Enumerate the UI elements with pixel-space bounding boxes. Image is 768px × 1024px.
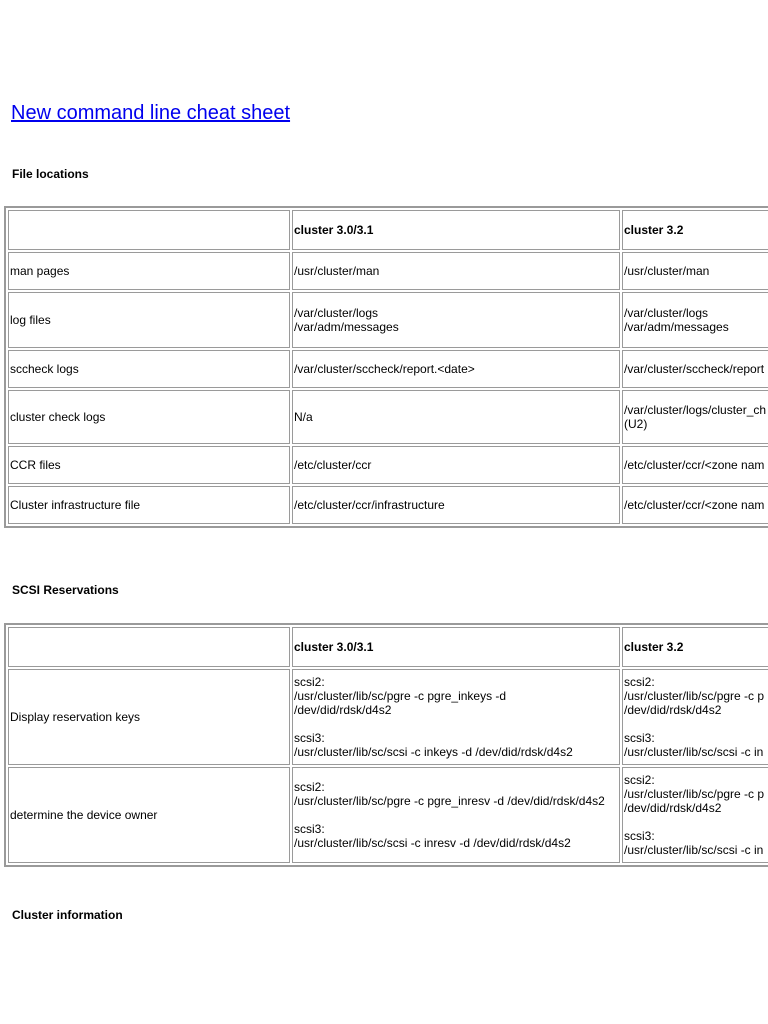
row-label: sccheck logs: [8, 350, 290, 388]
header-cell: cluster 3.0/3.1: [292, 210, 620, 250]
cell-cluster-32: /var/cluster/logs /var/adm/messages: [622, 292, 768, 348]
header-cell: [8, 627, 290, 667]
cell-cluster-32: /usr/cluster/man: [622, 252, 768, 290]
cell-cluster-31: /etc/cluster/ccr: [292, 446, 620, 484]
row-label: Cluster infrastructure file: [8, 486, 290, 524]
cell-cluster-31: /etc/cluster/ccr/infrastructure: [292, 486, 620, 524]
cell-cluster-32: /etc/cluster/ccr/<zone nam: [622, 446, 768, 484]
cell-cluster-32: scsi2: /usr/cluster/lib/sc/pgre -c p /dev/did/rdsk/d4s2 scsi3: /usr/cluster/lib/sc/scsi -c in: [622, 767, 768, 863]
row-label: determine the device owner: [8, 767, 290, 863]
table-row: [8, 669, 768, 765]
cell-cluster-32: /etc/cluster/ccr/<zone nam: [622, 486, 768, 524]
scsi-reservations-table: [4, 623, 768, 867]
cell-cluster-32: scsi2: /usr/cluster/lib/sc/pgre -c p /dev/did/rdsk/d4s2 scsi3: /usr/cluster/lib/sc/scsi -c in: [622, 669, 768, 765]
cell-cluster-31: /var/cluster/logs /var/adm/messages: [292, 292, 620, 348]
row-label: log files: [8, 292, 290, 348]
table-row: [8, 390, 768, 444]
table-row: [8, 252, 768, 290]
table-row: [8, 350, 768, 388]
cell-cluster-31: scsi2: /usr/cluster/lib/sc/pgre -c pgre_inkeys -d /dev/did/rdsk/d4s2 scsi3: /usr/cluster/lib/sc/scsi -c inkeys -d /dev/did/rdsk/d4s2: [292, 669, 620, 765]
page-title[interactable]: New command line cheat sheet: [11, 102, 291, 124]
cell-cluster-31: scsi2: /usr/cluster/lib/sc/pgre -c pgre_inresv -d /dev/did/rdsk/d4s2 scsi3: /usr/cluster/lib/sc/scsi -c inresv -d /dev/did/rdsk/d4s2: [292, 767, 620, 863]
section-heading-file-locations: File locations: [12, 167, 89, 181]
cell-cluster-31: /var/cluster/sccheck/report.<date>: [292, 350, 620, 388]
cell-cluster-32: /var/cluster/sccheck/report: [622, 350, 768, 388]
table-row: [8, 767, 768, 863]
header-cell: [8, 210, 290, 250]
row-label: Display reservation keys: [8, 669, 290, 765]
table-row: [8, 486, 768, 524]
cell-cluster-31: /usr/cluster/man: [292, 252, 620, 290]
row-label: cluster check logs: [8, 390, 290, 444]
file-locations-table: [4, 206, 768, 528]
header-cell: cluster 3.0/3.1: [292, 627, 620, 667]
section-heading-scsi-reservations: SCSI Reservations: [12, 583, 119, 597]
header-cell: cluster 3.2: [622, 210, 768, 250]
cell-cluster-32: /var/cluster/logs/cluster_ch (U2): [622, 390, 768, 444]
table-row: [8, 292, 768, 348]
row-label: man pages: [8, 252, 290, 290]
section-heading-cluster-information: Cluster information: [12, 908, 123, 922]
table-header-row: [8, 210, 768, 250]
table-row: [8, 446, 768, 484]
table-header-row: [8, 627, 768, 667]
header-cell: cluster 3.2: [622, 627, 768, 667]
cell-cluster-31: N/a: [292, 390, 620, 444]
row-label: CCR files: [8, 446, 290, 484]
